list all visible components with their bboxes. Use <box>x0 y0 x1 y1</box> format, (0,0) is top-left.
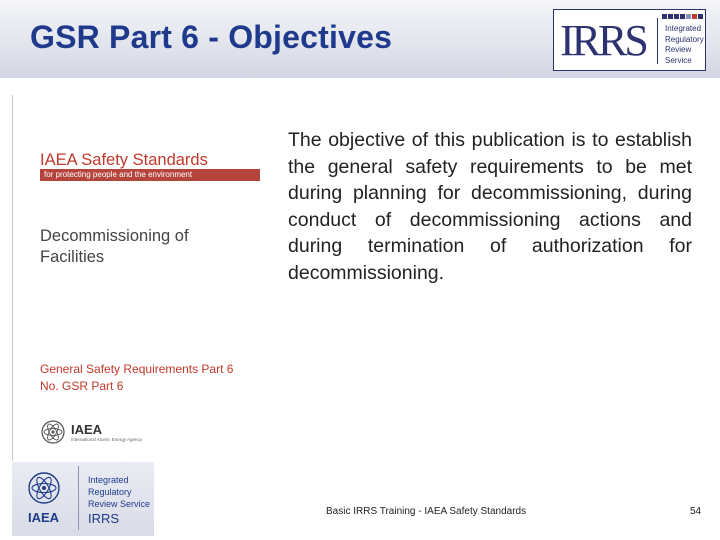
logo-square <box>668 14 673 19</box>
logo-square <box>692 14 697 19</box>
footer-logo-words <box>88 474 150 510</box>
irrs-logo-letters: IRRS <box>560 16 646 65</box>
logo-square <box>680 14 685 19</box>
logo-square <box>674 14 679 19</box>
cover-heading <box>40 226 189 268</box>
page-number: 54 <box>690 506 702 517</box>
logo-word: Review <box>665 45 692 54</box>
irrs-logo <box>553 9 706 71</box>
logo-square <box>662 14 667 19</box>
footer-irrs-label: IRRS <box>88 511 120 526</box>
logo-word: Service <box>665 55 692 65</box>
cover-heading-line: Decommissioning of <box>40 227 189 245</box>
footer-logo-word: Regulatory <box>88 487 132 497</box>
cover-subtitle: for protecting people and the environment <box>44 170 193 179</box>
publication-cover-image <box>12 95 260 461</box>
iaea-atom-icon <box>26 470 62 506</box>
cover-series-line: No. GSR Part 6 <box>40 379 124 393</box>
cover-agency: International Atomic Energy Agency <box>71 437 143 442</box>
footer-logo-word: Review Service <box>88 499 151 509</box>
logo-squares-icon <box>662 14 704 22</box>
cover-title: IAEA Safety Standards <box>40 151 208 169</box>
logo-word: Integrated <box>665 24 702 33</box>
logo-word: Regulatory <box>665 34 704 44</box>
logo-square <box>686 14 691 19</box>
iaea-seal-icon <box>40 419 66 445</box>
footer-text: Basic IRRS Training - IAEA Safety Standards <box>326 506 527 517</box>
objective-paragraph: The objective of this publication is to establish the general safety requirements to be met during planning for decommissioning, during conduct of decommissioning actions and during termination of authorization for decommissioning. <box>288 129 692 284</box>
cover-subtitle-bar <box>40 169 260 181</box>
slide-header <box>0 0 720 78</box>
cover-series-line: General Safety Requirements Part 6 <box>40 362 234 376</box>
logo-square <box>698 14 703 19</box>
cover-brand: IAEA <box>71 422 103 437</box>
footer-iaea-label: IAEA <box>28 510 60 525</box>
footer-iaea-irrs-logo <box>12 462 154 536</box>
logo-divider <box>657 18 658 64</box>
footer-logo-word: Integrated <box>88 475 129 485</box>
slide-title: GSR Part 6 - Objectives <box>30 19 393 55</box>
footer-logo-divider <box>78 466 79 530</box>
irrs-logo-words <box>665 24 704 66</box>
cover-series <box>40 361 233 395</box>
cover-heading-line: Facilities <box>40 248 105 266</box>
